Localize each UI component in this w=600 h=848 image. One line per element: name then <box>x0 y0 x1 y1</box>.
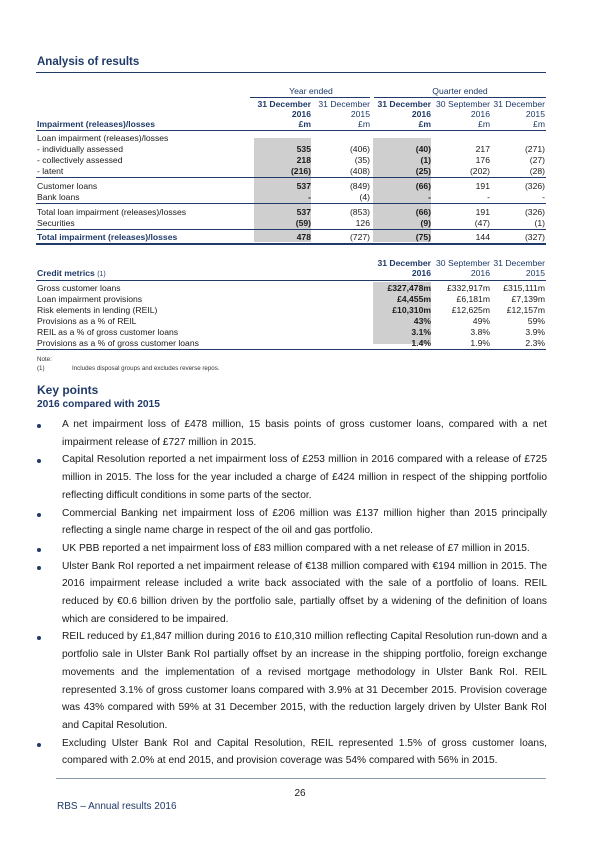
cell: (47) <box>474 218 490 228</box>
col-header: 30 September <box>436 258 490 268</box>
bullet-icon <box>37 424 41 428</box>
row-label: Securities <box>37 218 75 228</box>
bullet-text: A net impairment loss of £478 million, 15 basis points of gross customer loans, compared with a net impairment release of £727 million in 2015. <box>62 419 547 448</box>
note-ref: (1) <box>37 365 45 372</box>
table-row <box>36 283 546 294</box>
list-item <box>37 558 547 629</box>
header-rule <box>36 280 546 281</box>
col-header: 31 December <box>377 99 431 109</box>
cell: 3.8% <box>470 327 490 337</box>
table-row <box>36 338 546 349</box>
bullet-text: Ulster Bank RoI reported a net impairment release of €138 million compared with €194 million in 2015. The 2016 impairment release included a write back associated with the sale of a portfolio of loans. REIL reduced by €0.6 billion driven by the portfolio sale, partially offset by a widening of the definition of loans which are considered to be impaired. <box>62 560 547 625</box>
cell: (216) <box>290 166 311 176</box>
table-row <box>36 166 546 177</box>
list-item <box>37 451 547 504</box>
list-item <box>37 735 547 770</box>
group-year-rule <box>250 97 370 98</box>
cell: £10,310m <box>392 305 431 315</box>
cell: - <box>542 192 545 202</box>
cell: 218 <box>296 155 311 165</box>
cell: (849) <box>349 181 370 191</box>
col-header-year: 2016 <box>470 109 490 119</box>
bullet-icon <box>37 743 41 747</box>
cell: (28) <box>529 166 545 176</box>
row-label: Risk elements in lending (REIL) <box>37 305 158 315</box>
impairment-header-label: Impairment (releases)/losses <box>37 119 155 129</box>
row-label: Total impairment (releases)/losses <box>37 232 178 242</box>
bullet-icon <box>37 459 41 463</box>
footnote-ref: (1) <box>97 271 106 278</box>
group-quarter-rule <box>374 97 546 98</box>
cell: £4,455m <box>397 294 431 304</box>
cell: 43% <box>413 316 431 326</box>
total-rule <box>36 243 546 245</box>
section-label: Loan impairment (releases)/losses <box>37 133 169 143</box>
cell: (406) <box>349 144 370 154</box>
cell: 3.9% <box>525 327 545 337</box>
col-header-year: 2016 <box>411 109 431 119</box>
row-label: - individually assessed <box>37 144 123 154</box>
cell: (727) <box>349 232 370 242</box>
row-rule <box>36 229 546 230</box>
cell: (1) <box>420 155 431 165</box>
col-header: 31 December <box>493 99 545 109</box>
row-label: Bank loans <box>37 192 80 202</box>
note-text: Includes disposal groups and excludes reverse repos. <box>72 365 220 372</box>
cell: 478 <box>296 232 311 242</box>
cell: £6,181m <box>456 294 490 304</box>
cell: (9) <box>420 218 431 228</box>
table-row <box>36 218 546 229</box>
list-item <box>37 540 547 558</box>
bullet-text: Commercial Banking net impairment loss of £206 million was £137 million higher than 2015 principally reflecting a single name charge in respect of the oil and gas portfolio. <box>62 507 547 537</box>
cell: 537 <box>296 207 311 217</box>
cell: £327,478m <box>387 283 431 293</box>
cell: 144 <box>475 232 490 242</box>
table-row <box>36 181 546 192</box>
cell: (40) <box>415 144 431 154</box>
bullet-text: Capital Resolution reported a net impairment loss of £253 million in 2016 compared with a release of £725 million in 2015. The loss for the year included a charge of £424 million in respect of the shipping portfolio reflecting difficult conditions in some parts of the sector. <box>62 454 547 501</box>
col-header: 31 December <box>257 99 311 109</box>
section-label-row <box>36 133 546 144</box>
cell: 1.4% <box>411 338 431 348</box>
cell: (327) <box>524 232 545 242</box>
footer-divider <box>56 778 546 779</box>
cell: (326) <box>524 181 545 191</box>
cell: (35) <box>354 155 370 165</box>
table-bottom-rule <box>36 349 546 350</box>
table-row <box>36 155 546 166</box>
key-points-title: Key points <box>37 383 99 397</box>
cell: (4) <box>359 192 370 202</box>
bullet-text: REIL reduced by £1,847 million during 2016 to £10,310 million reflecting Capital Resolution run-down and a portfolio sale in Ulster Bank RoI partially offset by an increase in the shipping portfolio, foreign exchange movements and the implementation of a revised mortgage methodology in Ulster Bank RoI. REIL represented 3.1% of gross customer loans compared with 3.9% at 31 December 2015. Provision coverage was 43% compared with 59% at 31 December 2015, with the reduction largely driven by Ulster Bank RoI and Capital Resolution. <box>62 631 547 731</box>
col-header-year: 2016 <box>411 268 431 278</box>
col-unit: £m <box>418 119 431 129</box>
table-row-total <box>36 232 546 243</box>
col-header: 30 September <box>436 99 490 109</box>
col-header: 31 December <box>377 258 431 268</box>
row-label: Customer loans <box>37 181 98 191</box>
row-label: Provisions as a % of REIL <box>37 316 137 326</box>
cell: £7,139m <box>511 294 545 304</box>
col-header: 31 December <box>493 258 545 268</box>
cell: 535 <box>296 144 311 154</box>
col-unit: £m <box>298 119 311 129</box>
col-header-year: 2015 <box>525 268 545 278</box>
page-title: Analysis of results <box>37 56 140 68</box>
bullet-icon <box>37 636 41 640</box>
cell: 191 <box>475 207 490 217</box>
cell: 2.3% <box>525 338 545 348</box>
cell: (27) <box>529 155 545 165</box>
row-rule <box>36 203 546 204</box>
cell: (202) <box>469 166 490 176</box>
list-item <box>37 416 547 451</box>
cell: (59) <box>295 218 311 228</box>
col-header-year: 2016 <box>291 109 311 119</box>
cell: £332,917m <box>446 283 490 293</box>
cell: 176 <box>475 155 490 165</box>
cell: - <box>428 192 431 202</box>
list-item <box>37 505 547 540</box>
col-unit: £m <box>478 119 490 129</box>
bullet-text: Excluding Ulster Bank RoI and Capital Resolution, REIL represented 1.5% of gross customer loans, compared with 2.0% at end 2015, and provision coverage was 54% compared with 56% in 2015. <box>62 737 547 767</box>
table-row <box>36 144 546 155</box>
cell: 49% <box>472 316 490 326</box>
credit-metrics-header <box>37 268 106 278</box>
cell: (853) <box>349 207 370 217</box>
title-divider <box>36 72 546 73</box>
col-unit: £m <box>358 119 370 129</box>
header-rule <box>36 130 546 131</box>
cell: 191 <box>475 181 490 191</box>
cell: - <box>308 192 311 202</box>
key-points-list <box>37 416 547 770</box>
cell: 3.1% <box>411 327 431 337</box>
row-label: Total loan impairment (releases)/losses <box>37 207 187 217</box>
row-label: Gross customer loans <box>37 283 121 293</box>
column-header-units <box>36 119 546 130</box>
cell: £12,625m <box>451 305 490 315</box>
row-label: Loan impairment provisions <box>37 294 143 304</box>
cell: 59% <box>527 316 545 326</box>
col-unit: £m <box>533 119 545 129</box>
group-year-ended: Year ended <box>289 86 333 96</box>
cell: (326) <box>524 207 545 217</box>
row-label: REIL as a % of gross customer loans <box>37 327 179 337</box>
cell: (66) <box>415 181 431 191</box>
key-points-subtitle: 2016 compared with 2015 <box>37 399 160 410</box>
impairment-table <box>36 86 546 246</box>
cell: £12,157m <box>506 305 545 315</box>
bullet-icon <box>37 566 41 570</box>
bullet-icon <box>37 513 41 517</box>
cell: 217 <box>475 144 490 154</box>
cell: (1) <box>534 218 545 228</box>
note-heading: Note: <box>37 356 52 363</box>
footer-title: RBS – Annual results 2016 <box>57 801 177 812</box>
cell: (75) <box>415 232 431 242</box>
cell: 537 <box>296 181 311 191</box>
row-label: Provisions as a % of gross customer loans <box>37 338 199 348</box>
col-header-year: 2016 <box>470 268 490 278</box>
cell: 126 <box>355 218 370 228</box>
list-item <box>37 628 547 734</box>
table-row <box>36 316 546 327</box>
row-label: - latent <box>37 166 64 176</box>
bullet-icon <box>37 548 41 552</box>
cell: (271) <box>524 144 545 154</box>
bullet-text: UK PBB reported a net impairment loss of £83 million compared with a net release of £7 million in 2015. <box>62 542 530 554</box>
col-header-year: 2015 <box>525 109 545 119</box>
cell: 1.9% <box>470 338 490 348</box>
page-number: 26 <box>294 788 306 799</box>
table-row <box>36 327 546 338</box>
column-header-line2 <box>36 268 546 279</box>
credit-metrics-label: Credit metrics <box>37 268 95 278</box>
cell: (408) <box>349 166 370 176</box>
cell: - <box>487 192 490 202</box>
cell: (25) <box>415 166 431 176</box>
row-rule <box>36 177 546 178</box>
table-row <box>36 192 546 203</box>
group-quarter-ended: Quarter ended <box>432 86 488 96</box>
row-label: - collectively assessed <box>37 155 123 165</box>
table-row <box>36 294 546 305</box>
cell: (66) <box>415 207 431 217</box>
table-row <box>36 305 546 316</box>
col-header-year: 2015 <box>350 109 370 119</box>
credit-metrics-table <box>36 258 546 348</box>
table-row <box>36 207 546 218</box>
col-header: 31 December <box>318 99 370 109</box>
cell: £315,111m <box>503 283 545 293</box>
